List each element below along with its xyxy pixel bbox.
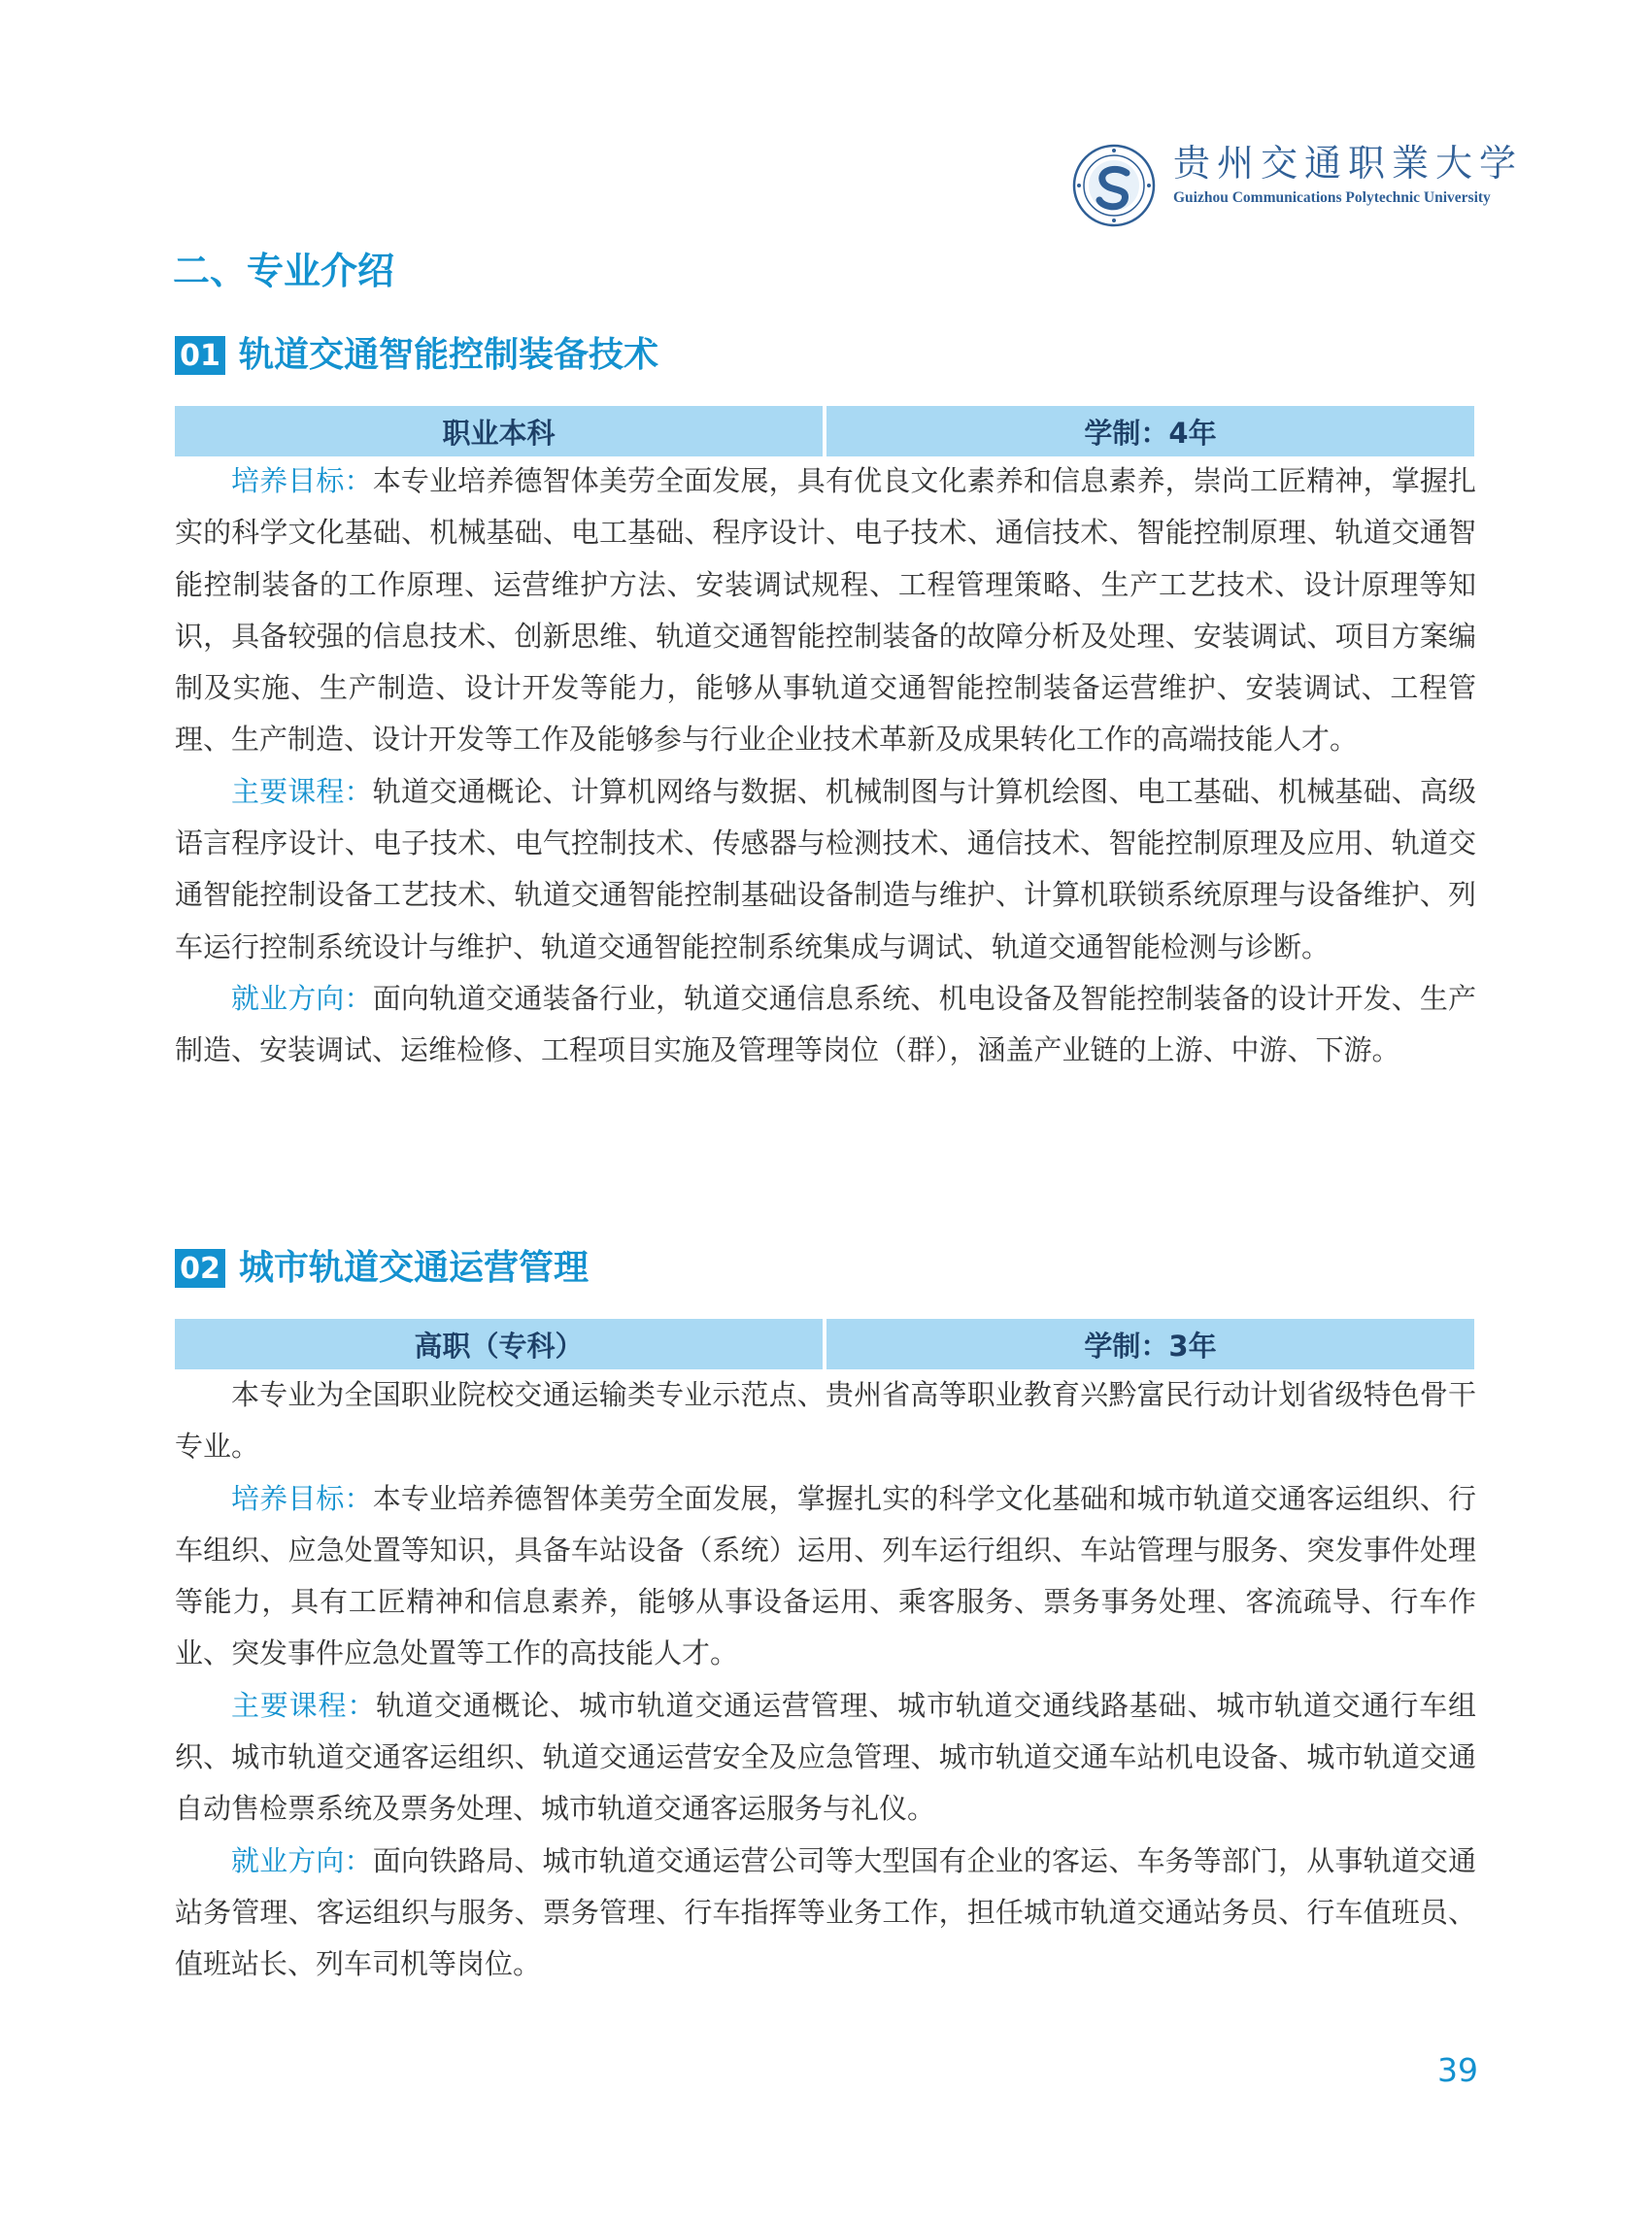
study-duration: 学制：3年 <box>826 1319 1474 1369</box>
section-title: 二、专业介绍 <box>173 250 395 292</box>
paragraph-label: 就业方向： <box>231 981 373 1015</box>
paragraph-text: 本专业培养德智体美劳全面发展，具有优良文化素养和信息素养，崇尚工匠精神，掌握扎实的科学文化基础、机械基础、电工基础、程序设计、电子技术、通信技术、智能控制原理、轨道交通智能控制装备的工作原理、运营维护方法、安装调试规程、工程管理策略、生产工艺技术、设计原理等知识，具备较强的信息技术、创新思维、轨道交通智能控制装备的故障分析及处理、安装调试、项目方案编制及实施、生产制造、设计开发等能力，能够从事轨道交通智能控制装备运营维护、安装调试、工程管理、生产制造、设计开发等工作及能够参与行业企业技术革新及成果转化工作的高端技能人才。 <box>175 464 1476 757</box>
university-emblem-icon <box>1072 144 1156 227</box>
paragraph-employment <box>175 1836 1476 1991</box>
paragraph-text: 面向铁路局、城市轨道交通运营公司等大型国有企业的客运、车务等部门，从事轨道交通站务管理、客运组织与服务、票务管理、行车指挥等业务工作，担任城市轨道交通站务员、行车值班员、值班站长、列车司机等岗位。 <box>175 1843 1476 1981</box>
paragraph-employment <box>175 973 1476 1077</box>
university-name-en: Guizhou Communications Polytechnic University <box>1173 189 1491 206</box>
major-name: 轨道交通智能控制装备技术 <box>239 335 659 375</box>
paragraph-training-goal <box>175 455 1476 766</box>
major-number-badge: 02 <box>175 1249 225 1288</box>
major-info-table <box>175 1319 1474 1369</box>
education-level: 职业本科 <box>175 406 823 456</box>
major-number-badge: 01 <box>175 336 225 375</box>
paragraph-label: 主要课程： <box>231 1688 377 1722</box>
education-level: 高职（专科） <box>175 1319 823 1369</box>
major-description <box>175 1369 1476 1991</box>
paragraph-label: 主要课程： <box>231 774 373 808</box>
paragraph-label: 培养目标： <box>231 464 373 497</box>
paragraph-training-goal <box>175 1473 1476 1680</box>
university-logo <box>1072 136 1524 223</box>
major-info-table <box>175 406 1474 456</box>
major-name: 城市轨道交通运营管理 <box>239 1248 590 1288</box>
paragraph-main-courses <box>175 1680 1476 1836</box>
paragraph-label: 就业方向： <box>231 1843 373 1877</box>
study-duration: 学制：4年 <box>826 406 1474 456</box>
paragraph-text: 本专业培养德智体美劳全面发展，掌握扎实的科学文化基础和城市轨道交通客运组织、行车组织、应急处置等知识，具备车站设备（系统）运用、列车运行组织、车站管理与服务、突发事件处理等能力，具有工匠精神和信息素养，能够从事设备运用、乘客服务、票务事务处理、客流疏导、行车作业、突发事件应急处置等工作的高技能人才。 <box>175 1481 1476 1670</box>
university-name-cn: 贵州交通职業大学 <box>1173 142 1524 185</box>
paragraph-text: 轨道交通概论、城市轨道交通运营管理、城市轨道交通线路基础、城市轨道交通行车组织、城市轨道交通客运组织、轨道交通运营安全及应急管理、城市轨道交通车站机电设备、城市轨道交通自动售检票系统及票务处理、城市轨道交通客运服务与礼仪。 <box>175 1688 1476 1826</box>
major-description <box>175 455 1476 1077</box>
paragraph-intro <box>175 1369 1476 1473</box>
major-heading-01 <box>175 332 658 379</box>
paragraph-text: 本专业为全国职业院校交通运输类专业示范点、贵州省高等职业教育兴黔富民行动计划省级特色骨干专业。 <box>175 1378 1476 1464</box>
page-number: 39 <box>1437 2051 1478 2089</box>
major-heading-02 <box>175 1245 589 1292</box>
paragraph-main-courses <box>175 766 1476 973</box>
paragraph-text: 面向轨道交通装备行业，轨道交通信息系统、机电设备及智能控制装备的设计开发、生产制造、安装调试、运维检修、工程项目实施及管理等岗位（群），涵盖产业链的上游、中游、下游。 <box>175 981 1476 1067</box>
paragraph-text: 轨道交通概论、计算机网络与数据、机械制图与计算机绘图、电工基础、机械基础、高级语言程序设计、电子技术、电气控制技术、传感器与检测技术、通信技术、智能控制原理及应用、轨道交通智能控制设备工艺技术、轨道交通智能控制基础设备制造与维护、计算机联锁系统原理与设备维护、列车运行控制系统设计与维护、轨道交通智能控制系统集成与调试、轨道交通智能检测与诊断。 <box>175 774 1476 963</box>
paragraph-label: 培养目标： <box>231 1481 373 1515</box>
